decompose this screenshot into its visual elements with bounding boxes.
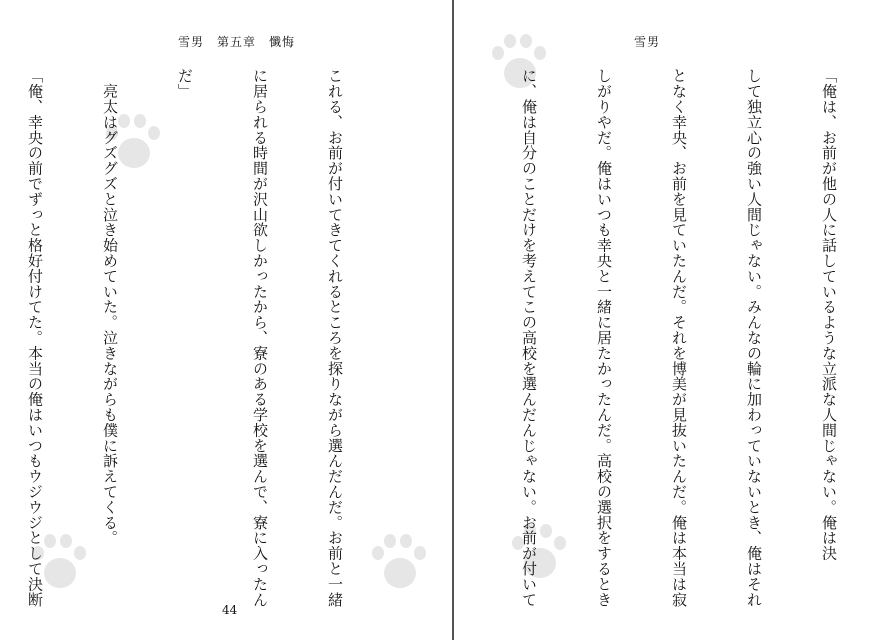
- page-divider: [452, 0, 454, 640]
- running-header: 雪男: [634, 35, 661, 49]
- body-text: [466, 68, 891, 607]
- page-number: 44: [222, 603, 238, 617]
- text-column: 亮太はグズグズと泣き始めていた。泣きながらも僕に訴えてくる。: [101, 68, 119, 546]
- text-column: 「俺、幸央の前でずっと格好付けてた。本当の俺はいつもウジウジとして決断: [26, 68, 44, 607]
- body-text: [0, 68, 397, 607]
- text-column: して独立心の強い人間じゃない。みんなの輪に加わっていないとき、俺はそれ: [745, 68, 763, 607]
- text-column: だ」: [176, 68, 194, 99]
- right-page: [456, 0, 838, 640]
- text-column: となく幸央、お前を見ていたんだ。それを博美が見抜いたんだ。俺は本当は寂: [670, 68, 688, 607]
- text-column: に、俺は自分のことだけを考えてこの高校を選んだんじゃない。お前が付いて: [520, 68, 538, 607]
- running-header: 雪男 第五章 懺悔: [178, 35, 296, 49]
- text-column: これる、お前が付いてきてくれるところを探りながら選んだんだ。お前と一緒: [326, 68, 344, 607]
- text-column: に居られる時間が沢山欲しかったから、寮のある学校を選んで、寮に入ったん: [251, 68, 269, 607]
- text-column: 「俺は、お前が他の人に話しているような立派な人間じゃない。俺は決: [820, 68, 838, 561]
- text-column: しがりやだ。俺はいつも幸央と一緒に居たかったんだ。高校の選択をするとき: [595, 68, 613, 607]
